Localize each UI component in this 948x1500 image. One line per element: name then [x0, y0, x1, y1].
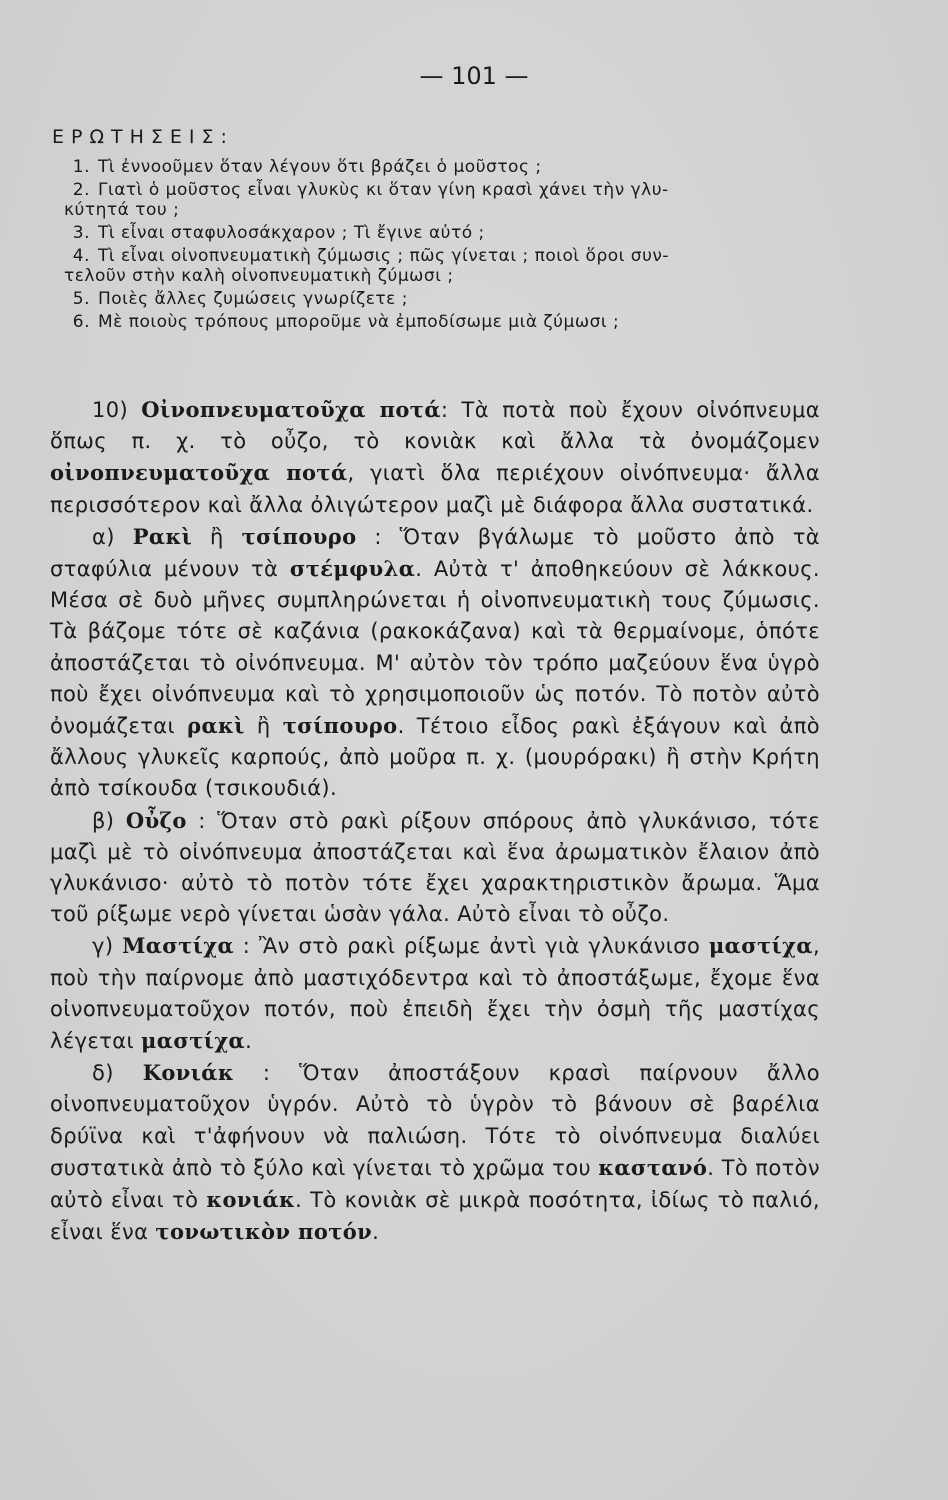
- term: Ρακὶ: [132, 523, 193, 549]
- term: Οἰνοπνευματοῦχα ποτά: [141, 397, 441, 422]
- term: μαστίχα: [141, 1028, 246, 1054]
- questions-list: [52, 157, 822, 335]
- paragraph-intro: 10) Οἰνοπνευματοῦχα ποτά: Τὰ ποτὰ ποὺ ἔχουν οἰνόπνευμα ὅπως π. χ. τὸ οὖζο, τὸ κονιὰκ καὶ ἄλλα τὰ ὀνομάζομεν οἰνοπνευματοῦχα ποτά, γιατὶ ὅλα περιέχουν οἰνόπνευμα· ἄλλα περισσότερον καὶ ἄλλα ὀλιγώτερον μαζὶ μὲ διάφορα ἄλλα συστατικά.: [50, 397, 820, 517]
- term: καστανό: [598, 1154, 708, 1180]
- question-item: 3. Τὶ εἶναι σταφυλοσάκχαρον ; Τὶ ἔγινε αὐτό ;: [72, 223, 485, 243]
- term: μαστίχα: [708, 933, 813, 959]
- term: Κονιάκ: [142, 1060, 234, 1086]
- paragraph-mastiha: γ) Μαστίχα : Ἂν στὸ ρακὶ ρίξωμε ἀντὶ γιὰ γλυκάνισο μαστίχα, ποὺ τὴν παίρνομε ἀπὸ μαστιχόδεντρα καὶ τὸ ἀποστάξωμε, ἔχομε ἕνα οἰνοπνευματοῦχον ποτόν, ποὺ ἐπειδὴ ἔχει τὴν ὀσμὴ τῆς μαστίχας λέγεται μαστίχα.: [50, 933, 821, 1054]
- question-item: 4. Τὶ εἶναι οἰνοπνευματικὴ ζύμωσις ; πῶς γίνεται ; ποιοὶ ὅροι συν- τελοῦν στὴν καλὴ οἰνοπνευματικὴ ζύμωσι ;: [64, 246, 670, 286]
- paragraph-ouzo: β) Οὖζο : Ὅταν στὸ ρακὶ ρίξουν σπόρους ἀπὸ γλυκάνισο, τότε μαζὶ μὲ τὸ οἰνόπνευμα ἀποστάζεται καὶ ἕνα ἀρωματικὸν ἔλαιον ἀπὸ γλυκάνισο· αὐτὸ τὸ ποτὸν τότε ἔχει χαρακτηριστικὸν ἄρωμα. Ἅμα τοῦ ρίξωμε νερὸ γίνεται ὡσὰν γάλα. Αὐτὸ εἶναι τὸ οὖζο.: [50, 807, 820, 927]
- term: Οὖζο: [125, 807, 187, 833]
- paragraph-raki: α) Ρακὶ ἢ τσίπουρο : Ὅταν βγάλωμε τὸ μοῦστο ἀπὸ τὰ σταφύλια μένουν τὰ στέμφυλα. Αὐτὰ τ' ἀποθηκεύουν σὲ λάκκους. Μέσα σὲ δυὸ μῆνες συμπληρώνεται ἡ οἰνοπνευματικὴ τους ζύμωσις. Τὰ βάζομε τότε σὲ καζάνια (ρακοκάζανα) καὶ τὰ θερμαίνομε, ὁπότε ἀποστάζεται τὸ οἰνόπνευμα. Μ' αὐτὸν τὸν τρόπο μαζεύουν ἕνα ὑγρὸ ποὺ ἔχει οἰνόπνευμα καὶ τὸ χρησιμοποιοῦν ὡς ποτόν. Τὸ ποτὸν αὐτὸ ὀνομάζεται ρακὶ ἢ τσίπουρο. Τέτοιο εἶδος ρακὶ ἐξάγουν καὶ ἀπὸ ἄλλους γλυκεῖς καρπούς, ἀπὸ μοῦρα π. χ. (μουρόρακι) ἢ στὴν Κρήτη ἀπὸ τσίκουδα (τσικουδιά).: [50, 523, 820, 801]
- question-item: 1. Τὶ ἐννοοῦμεν ὅταν λέγουν ὅτι βράζει ὁ μοῦστος ;: [72, 157, 542, 177]
- term: Μαστίχα: [122, 933, 235, 959]
- paragraph-koniak: δ) Κονιάκ : Ὅταν ἀποστάξουν κρασὶ παίρνουν ἄλλο οἰνοπνευματοῦχον ὑγρόν. Αὐτὸ τὸ ὑγρὸν τὸ βάνουν σὲ βαρέλια δρύϊνα καὶ τ'ἀφήνουν νὰ παλιώση. Τότε τὸ οἰνόπνευμα διαλύει συστατικὰ ἀπὸ τὸ ξύλο καὶ γίνεται τὸ χρῶμα του καστανό. Τὸ ποτὸν αὐτὸ εἶναι τὸ κονιάκ. Τὸ κονιὰκ σὲ μικρὰ ποσότητα, ἰδίως τὸ παλιό, εἶναι ἕνα τονωτικὸν ποτόν.: [50, 1060, 820, 1245]
- question-item: 5. Ποιὲς ἄλλες ζυμώσεις γνωρίζετε ;: [72, 289, 408, 309]
- questions-heading: ΕΡΩΤΗΣΕΙΣ:: [52, 126, 234, 148]
- term: ρακὶ: [187, 713, 245, 739]
- term: κονιάκ: [206, 1187, 296, 1213]
- term: τσίπουρο: [282, 713, 398, 739]
- term: στέμφυλα: [289, 556, 416, 582]
- term: τονωτικὸν ποτόν: [155, 1219, 373, 1245]
- term: τσίπουρο: [241, 523, 357, 549]
- page-number: — 101 —: [419, 62, 529, 90]
- term: οἰνοπνευματοῦχα ποτά: [50, 460, 348, 486]
- body-text: [50, 394, 820, 1248]
- question-item: 2. Γιατὶ ὁ μοῦστος εἶναι γλυκὺς κι ὅταν γίνη κρασὶ χάνει τὴν γλυ- κύτητά του ;: [64, 180, 669, 220]
- question-item: 6. Μὲ ποιοὺς τρόπους μποροῦμε νὰ ἐμποδίσωμε μιὰ ζύμωσι ;: [72, 312, 620, 332]
